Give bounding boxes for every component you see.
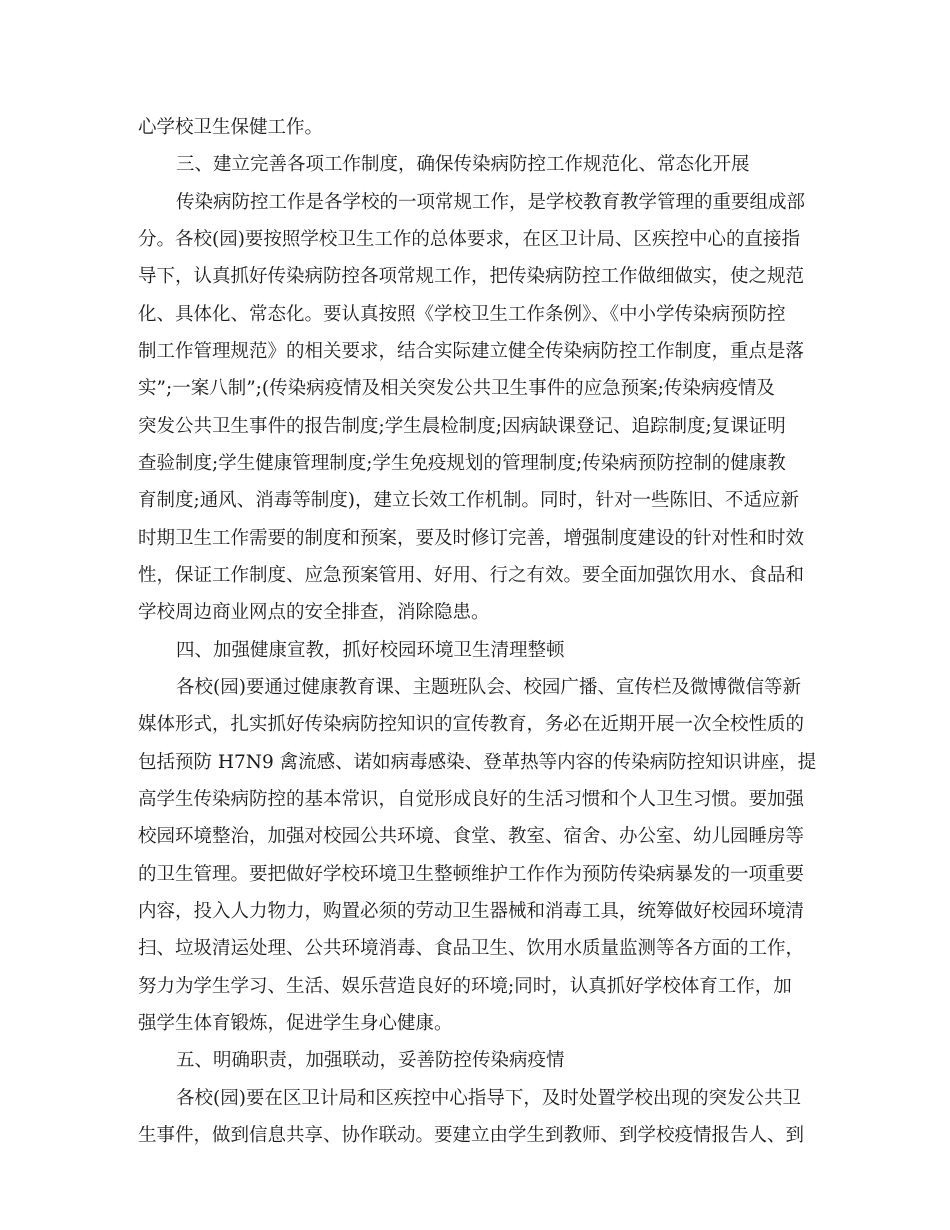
text-line: 努力为学生学习、生活、娱乐营造良好的环境;同时，认真抓好学校体育工作，加 (138, 976, 792, 997)
section-heading-4: 四、加强健康宣教，抓好校园环境卫生清理整顿 (176, 640, 565, 661)
text-line: 内容，投入人力物力，购置必须的劳动卫生器械和消毒工具，统筹做好校园环境清 (138, 901, 805, 922)
text-line: 突发公共卫生事件的报告制度;学生晨检制度;因病缺课登记、追踪制度;复课证明 (138, 416, 786, 437)
section-heading-5: 五、明确职责，加强联动，妥善防控传染病疫情 (176, 1050, 565, 1071)
text-line: 扫、垃圾清运处理、公共环境消毒、食品卫生、饮用水质量监测等各方面的工作， (138, 938, 805, 959)
text-line: 育制度;通风、消毒等制度)，建立长效工作机制。同时，针对一些陈旧、不适应新 (138, 490, 799, 511)
text-line: 各校(园)要在区卫计局和区疾控中心指导下，及时处置学校出现的突发公共卫 (176, 1088, 801, 1109)
text-line: 包括预防 H7N9 禽流感、诺如病毒感染、登革热等内容的传染病防控知识讲座，提 (138, 752, 817, 773)
text-line: 媒体形式，扎实抓好传染病防控知识的宣传教育，务必在近期开展一次全校性质的 (138, 714, 805, 735)
text-line: 强学生体育锻炼，促进学生身心健康。 (138, 1013, 453, 1034)
text-line: 传染病防控工作是各学校的一项常规工作，是学校教育教学管理的重要组成部 (176, 192, 806, 213)
text-line: 心学校卫生保健工作。 (138, 117, 324, 138)
text-line: 化、具体化、常态化。要认真按照《学校卫生工作条例》、《中小学传染病预防控 (138, 304, 786, 325)
text-line: 生事件，做到信息共享、协作联动。要建立由学生到教师、到学校疫情报告人、到 (138, 1125, 805, 1146)
text-line: 高学生传染病防控的基本常识，自觉形成良好的生活习惯和个人卫生习惯。要加强 (138, 789, 805, 810)
section-heading-3: 三、建立完善各项工作制度，确保传染病防控工作规范化、常态化开展 (176, 154, 750, 175)
text-line: 性，保证工作制度、应急预案管用、好用、行之有效。要全面加强饮用水、食品和 (138, 565, 805, 586)
text-line: 制工作管理规范》的相关要求，结合实际建立健全传染病防控工作制度，重点是落 (138, 341, 805, 362)
text-line: 导下，认真抓好传染病防控各项常规工作，把传染病防控工作做细做实，使之规范 (138, 266, 805, 287)
text-line: 分。各校(园)要按照学校卫生工作的总体要求，在区卫计局、区疾控中心的直接指 (138, 229, 800, 250)
text-line: 实”;一案八制”;(传染病疫情及相关突发公共卫生事件的应急预案;传染病疫情及 (138, 378, 775, 399)
text-line: 的卫生管理。要把做好学校环境卫生整顿维护工作作为预防传染病暴发的一项重要 (138, 864, 805, 885)
text-line: 校园环境整治，加强对校园公共环境、食堂、教室、宿舍、办公室、幼儿园睡房等 (138, 826, 805, 847)
text-line: 时期卫生工作需要的制度和预案，要及时修订完善，增强制度建设的针对性和时效 (138, 528, 805, 549)
text-line: 查验制度;学生健康管理制度;学生免疫规划的管理制度;传染病预防控制的健康教 (138, 453, 786, 474)
text-line: 学校周边商业网点的安全排查，消除隐患。 (138, 602, 490, 623)
text-line: 各校(园)要通过健康教育课、主题班队会、校园广播、宣传栏及微博微信等新 (176, 677, 801, 698)
